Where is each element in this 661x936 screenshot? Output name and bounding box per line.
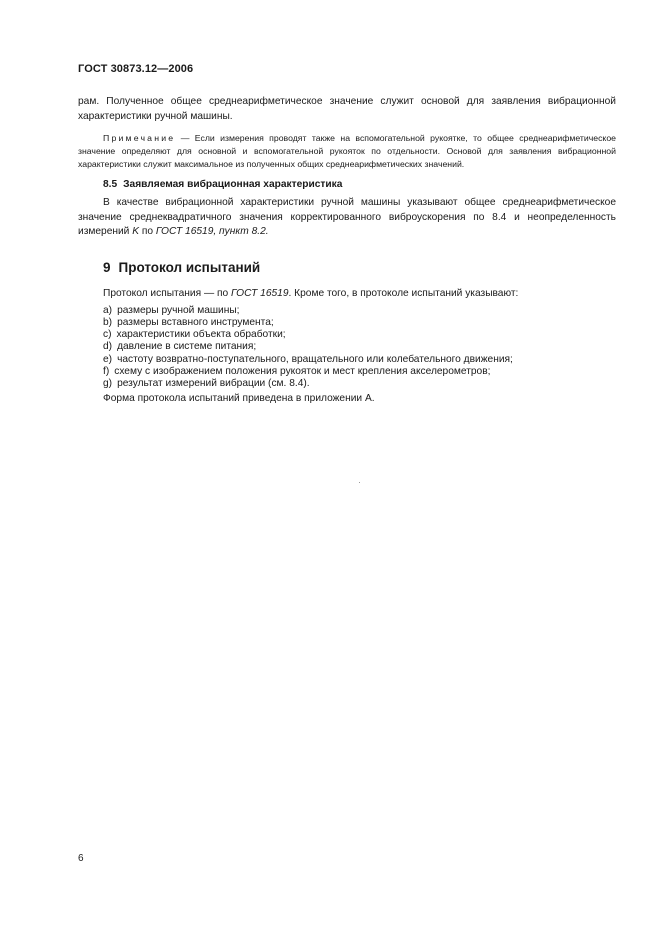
uncertainty-symbol: K	[132, 226, 139, 238]
section-intro-b: . Кроме того, в протоколе испытаний указывают:	[288, 287, 519, 299]
note-label: Примечание	[103, 133, 176, 144]
section-heading	[103, 260, 616, 275]
list-item-text: характеристики объекта обработки;	[116, 329, 286, 341]
list-item-marker: c)	[103, 329, 112, 341]
section-title: Протокол испытаний	[118, 259, 261, 275]
section-intro	[78, 287, 616, 302]
section-intro-a: Протокол испытания — по	[103, 287, 231, 299]
closing-paragraph: Форма протокола испытаний приведена в приложении А.	[103, 392, 375, 404]
page-body	[78, 95, 616, 406]
list-item	[103, 317, 616, 329]
page-number: 6	[78, 853, 84, 864]
list-item-text: схему с изображением положения рукояток и мест крепления акселерометров;	[114, 366, 491, 378]
list-item-marker: b)	[103, 316, 113, 328]
section-intro-reference: ГОСТ 16519	[230, 287, 289, 299]
subsection-number: 8.5	[103, 179, 118, 191]
subsection-text-a: В качестве вибрационной характеристики ручной машины указывают общее среднеарифметическое значение среднеквадратичного значения корректированного виброускорения по 8.4 и неопределенность измерений	[78, 197, 616, 238]
list-item-text: результат измерений вибрации (см. 8.4).	[117, 378, 310, 390]
subsection-reference: ГОСТ 16519, пункт 8.2.	[155, 226, 269, 238]
list-item	[103, 341, 616, 353]
list-item-marker: d)	[103, 341, 113, 353]
list-item	[103, 354, 616, 366]
list-item-marker: e)	[103, 353, 113, 365]
subsection-heading	[103, 179, 616, 190]
list-item-text: давление в системе питания;	[117, 341, 257, 353]
subsection-paragraph	[78, 196, 616, 240]
list-item	[103, 378, 616, 390]
list-item-text: размеры ручной машины;	[117, 304, 240, 316]
list-item	[103, 329, 616, 341]
list-item	[103, 305, 616, 317]
note-text: — Если измерения проводят также на вспомогательной рукоятке, то общее среднеарифметическое значение определяют для основной и вспомогательной рукояток по отдельности. Основой для заявления вибрационной характеристики служит максимальное из полученных общих среднеарифметических значений.	[78, 133, 616, 170]
list-item	[103, 366, 616, 378]
list-item-marker: f)	[103, 366, 110, 378]
note-paragraph	[78, 132, 616, 171]
section-number: 9	[103, 259, 111, 275]
scan-speck	[359, 482, 360, 483]
list-item-marker: a)	[103, 304, 113, 316]
subsection-text-b: по	[139, 226, 156, 238]
continuation-paragraph: рам. Полученное общее среднеарифметическое значение служит основой для заявления вибрационной характеристики ручной машины.	[78, 96, 616, 122]
list-item-marker: g)	[103, 378, 113, 390]
subsection-title: Заявляемая вибрационная характеристика	[123, 179, 343, 191]
list-item-text: размеры вставного инструмента;	[117, 316, 274, 328]
document-code: ГОСТ 30873.12—2006	[78, 63, 194, 75]
list-item-text: частоту возвратно-поступательного, вращательного или колебательного движения;	[117, 353, 513, 365]
protocol-items-list	[78, 305, 616, 391]
